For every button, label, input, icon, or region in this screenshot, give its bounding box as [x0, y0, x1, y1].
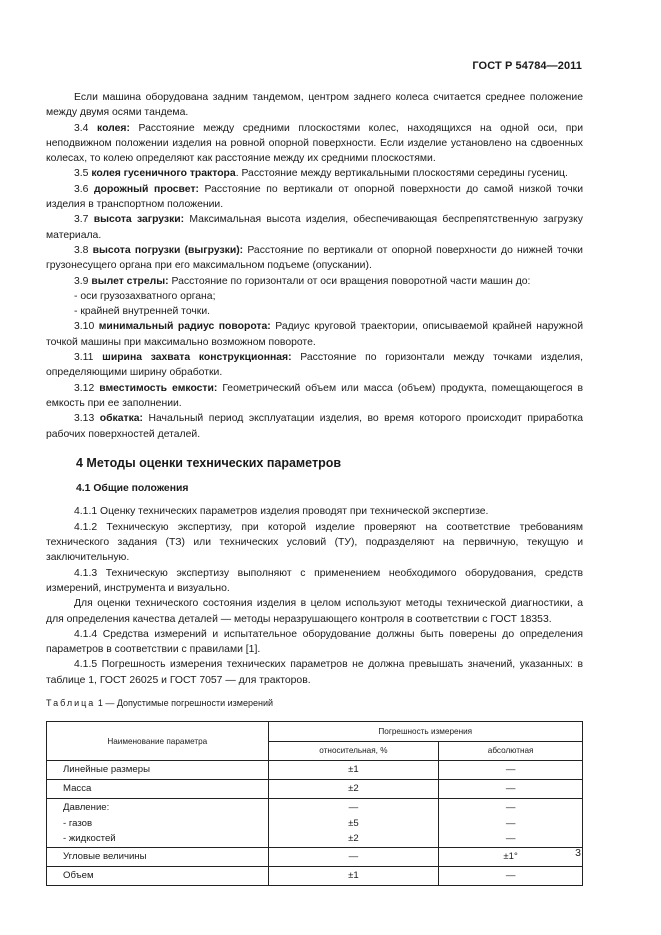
definition-3-5: 3.5 колея гусеничного трактора. Расстояние между вертикальными плоскостями середины гусениц.	[74, 168, 568, 180]
column-header-group: Погрешность измерения	[268, 722, 582, 742]
term: вылет стрелы:	[91, 275, 169, 287]
clause-4-1-3-cont: Для оценки технического состояния изделия в целом используют методы технической диагностики, а для определения качества деталей — методы неразрушающего контроля в соответствии с ГОСТ 18353.	[46, 598, 583, 625]
definition-3-4: 3.4 колея: Расстояние между средними плоскостями колес, находящихся на одной оси, при неподвижном положении изделия на ровной опорной поверхности. Если изделие установлено на сдвоенных колесах, то колею определяют как расстояние между их средними плоскостями.	[46, 122, 583, 165]
clause-4-1-4: 4.1.4 Средства измерений и испытательное оборудование должны быть поверены до определения параметров в соответствии с правилами [1].	[46, 628, 583, 656]
list-item: - оси грузозахватного органа;	[74, 290, 216, 302]
term: высота загрузки:	[93, 214, 185, 226]
page-content	[46, 90, 583, 886]
definition-3-7: 3.7 высота загрузки: Максимальная высота изделия, обеспечивающая беспрепятственную загрузку материала.	[46, 214, 583, 241]
clause-4-1-5: 4.1.5 Погрешность измерения технических параметров не должна превышать значений, указанных: в таблице 1, ГОСТ 26025 и ГОСТ 7057 — для тракторов.	[46, 659, 583, 686]
clause-4-1-3: 4.1.3 Техническую экспертизу выполняют с применением необходимого оборудования, средств измерений, инструмента и визуально.	[46, 567, 583, 594]
section-4-title: 4 Методы оценки технических параметров	[76, 455, 342, 470]
definition-3-10: 3.10 минимальный радиус поворота: Радиус круговой траектории, описываемой крайней наружной точкой машины при максимально возможном повороте.	[46, 321, 584, 348]
column-header-parameter: Наименование параметра	[47, 722, 269, 761]
column-header-absolute: абсолютная	[439, 741, 583, 761]
table-row: Масса ±2 —	[47, 780, 583, 799]
clause-4-1-2: 4.1.2 Техническую экспертизу, при которой изделие проверяют на соответствие требованиям технического задания (ТЗ) или технических условий (ТУ), подразделяют на первичную, текущую и заключительную.	[46, 521, 583, 564]
tolerances-table	[46, 721, 583, 886]
term: высота погрузки (выгрузки):	[92, 244, 244, 256]
table-row: Объем ±1 —	[47, 867, 583, 886]
document-header: ГОСТ Р 54784—2011	[472, 60, 582, 72]
table-row: Линейные размеры ±1 —	[47, 761, 583, 780]
term: дорожный просвет:	[94, 183, 199, 195]
table-row: Угловые величины — ±1°	[47, 848, 583, 867]
definition-3-6: 3.6 дорожный просвет: Расстояние по вертикали от опорной поверхности до самой низкой точки изделия в транспортном положении.	[46, 183, 583, 211]
paragraph-tandem: Если машина оборудована задним тандемом, центром заднего колеса считается среднее положение между двумя осями тандема.	[46, 92, 583, 119]
term: колея гусеничного трактора	[91, 168, 236, 180]
definition-3-11: 3.11 ширина захвата конструкционная: Расстояние по горизонтали между точками изделия, определяющими ширину обработки.	[46, 352, 584, 379]
table-row: Давление: - газов - жидкостей — ±5 ±2 — — —	[47, 799, 583, 848]
term: обкатка:	[99, 413, 144, 425]
term: колея:	[97, 122, 130, 134]
table-caption: Таблица 1 — Допустимые погрешности измерений	[46, 697, 274, 708]
definition-3-13: 3.13 обкатка: Начальный период эксплуатации изделия, во время которого происходит приработка рабочих поверхностей деталей.	[46, 413, 584, 440]
term: вместимость емкости:	[99, 382, 218, 394]
list-item: - крайней внутренней точки.	[74, 306, 211, 318]
column-header-relative: относительная, %	[268, 741, 439, 761]
term: минимальный радиус поворота:	[98, 321, 271, 333]
term: ширина захвата конструкционная:	[102, 352, 292, 364]
definition-3-12: 3.12 вместимость емкости: Геометрический объем или масса (объем) продукта, помещающегося в емкость при ее заполнении.	[46, 382, 583, 409]
definition-3-9: 3.9 вылет стрелы: Расстояние по горизонтали от оси вращения поворотной части машин до:	[74, 275, 531, 287]
definition-3-8: 3.8 высота погрузки (выгрузки): Расстояние по вертикали от опорной поверхности до нижней точки грузонесущего органа при его максимальном подъеме (опускании).	[46, 244, 583, 272]
page-number: 3	[575, 847, 581, 859]
subsection-4-1-title: 4.1 Общие положения	[76, 483, 189, 495]
clause-4-1-1: 4.1.1 Оценку технических параметров изделия проводят при технической экспертизе.	[74, 506, 489, 518]
